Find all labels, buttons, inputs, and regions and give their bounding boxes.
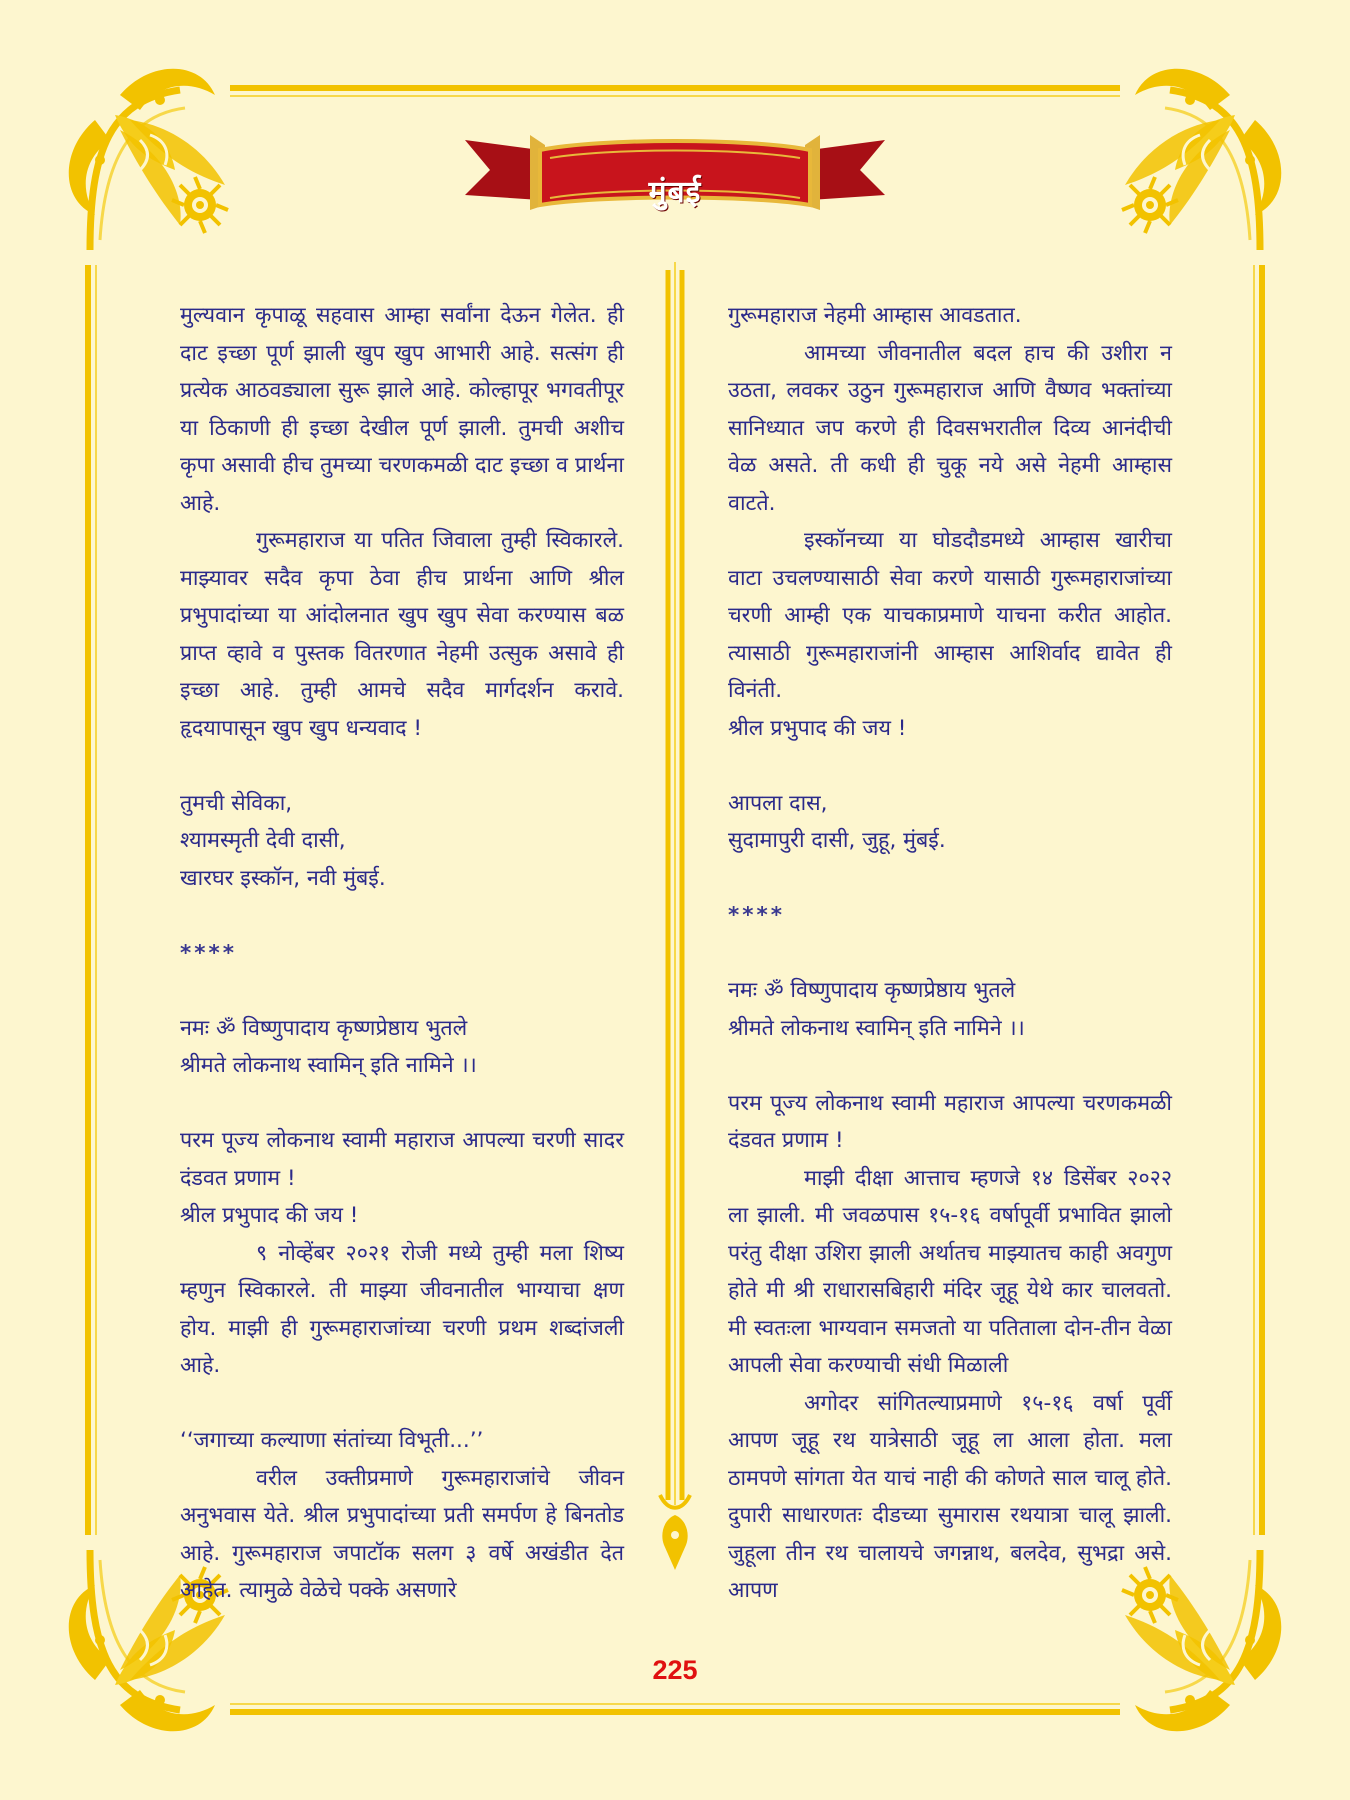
page-number: 225 [652, 1655, 698, 1685]
mantra-line: श्रीमते लोकनाथ स्वामिन् इति नामिने ।। [728, 1015, 1025, 1041]
section-separator: **** [728, 903, 785, 928]
left-column [180, 297, 624, 1610]
letter2-jay: श्रील प्रभुपाद की जय ! [728, 715, 907, 741]
mantra-line: श्रीमते लोकनाथ स्वामिन् इति नामिने ।। [180, 1053, 477, 1078]
letter1-continuation: मुल्यवान कृपाळू सहवास आम्हा सर्वांना देऊन गेलेत. ही दाट इच्छा पूर्ण झाली खुप खुप आभारी आहे. सत्संग ही प्रत्येक आठवड्याला सुरू झाले आहे. कोल्हापूर भगवतीपूर या ठिकाणी ही इच्छा देखील पूर्ण झाली. तुमची अशीच कृपा असावी हीच तुमच्या चरणकमळी दाट इच्छा व प्रार्थना आहे. [180, 303, 624, 516]
column-divider [660, 262, 690, 1570]
letter2-continuation: गुरूमहाराज नेहमी आम्हास आवडतात. [728, 303, 1022, 328]
letter1-signer-place: खारघर इस्कॉन, नवी मुंबई. [180, 865, 386, 891]
letter2-jay: श्रील प्रभुपाद की जय ! [180, 1203, 359, 1228]
letter2-signoff: आपला दास, [728, 790, 828, 816]
letter2-paragraph: इस्कॉनच्या या घोडदौडमध्ये आम्हास खारीचा वाटा उचलण्यासाठी सेवा करणे यासाठी गुरूमहाराजांच्या चरणी आम्ही एक याचकाप्रमाणे याचना करीत आहोत. त्यासाठी गुरूमहाराजांनी आम्हास आशिर्वाद द्यावेत ही विनंती. [728, 528, 1172, 703]
letter2-paragraph: ९ नोव्हेंबर २०२१ रोजी मध्ये तुम्ही मला शिष्य म्हणुन स्विकारले. ती माझ्या जीवनातील भाग्याचा क्षण होय. माझी ही गुरूमहाराजांच्या चरणी प्रथम शब्दांजली आहे. [180, 1240, 624, 1378]
letter2-signer: सुदामापुरी दासी, जुहू, मुंबई. [728, 828, 946, 853]
letter1-signer-name: श्यामस्मृती देवी दासी, [180, 828, 346, 853]
corner-ornament-top-right [1122, 69, 1281, 250]
corner-ornament-top-left [69, 69, 228, 250]
mantra-line: नमः ॐ विष्णुपादाय कृष्णप्रेष्ठाय भुतले [728, 978, 1016, 1003]
letter3-salutation: परम पूज्य लोकनाथ स्वामी महाराज आपल्या चरणकमळी दंडवत प्रणाम ! [728, 1090, 1172, 1153]
section-separator: **** [180, 940, 237, 966]
letter1-paragraph: गुरूमहाराज या पतित जिवाला तुम्ही स्विकारले. माझ्यावर सदैव कृपा ठेवा हीच प्रार्थना आणि श्रील प्रभुपादांच्या या आंदोलनात खुप खुप सेवा करण्यास बळ प्राप्त व्हावे व पुस्तक वितरणात नेहमी उत्सुक असावे ही इच्छा आहे. तुम्ही आमचे सदैव मार्गदर्शन करावे. हृदयापासून खुप खुप धन्यवाद ! [180, 528, 624, 741]
mantra-line: नमः ॐ विष्णुपादाय कृष्णप्रेष्ठाय भुतले [180, 1015, 468, 1041]
letter3-paragraph: अगोदर सांगितल्याप्रमाणे १५-१६ वर्षा पूर्वी आपण जूहू रथ यात्रेसाठी जूहू ला आला होता. मला ठामपणे सांगता येत याचं नाही की कोणते साल चालू होते. दुपारी साधारणतः दीडच्या सुमारास रथयात्रा चालू झाली. जुहूला तीन रथ चालायचे जगन्नाथ, बलदेव, सुभद्रा असे. आपण [728, 1390, 1172, 1603]
right-column [728, 297, 1172, 1610]
letter2-salutation: परम पूज्य लोकनाथ स्वामी महाराज आपल्या चरणी सादर दंडवत प्रणाम ! [180, 1128, 624, 1191]
letter1-signoff: तुमची सेविका, [180, 790, 293, 816]
page-title: मुंबई [648, 175, 702, 210]
letter2-paragraph: वरील उक्तीप्रमाणे गुरूमहाराजांचे जीवन अनुभवास येते. श्रील प्रभुपादांच्या प्रती समर्पण हे बिनतोड आहे. गुरूमहाराज जपाटॉक सलग ३ वर्षे अखंडीत देत आहेत. त्यामुळे वेळेचे पक्के असणारे [180, 1465, 624, 1603]
letter2-quote: ‘‘जगाच्या कल्याणा संतांच्या विभूती...’’ [180, 1428, 484, 1453]
letter2-paragraph: आमच्या जीवनातील बदल हाच की उशीरा न उठता, लवकर उठुन गुरूमहाराज आणि वैष्णव भक्तांच्या सानिध्यात जप करणे ही दिवसभरातील दिव्य आनंदीची वेळ असते. ती कधी ही चुकू नये असे नेहमी आम्हास वाटते. [728, 340, 1172, 516]
letter3-paragraph: माझी दीक्षा आत्ताच म्हणजे १४ डिसेंबर २०२२ ला झाली. मी जवळपास १५-१६ वर्षापूर्वी प्रभावित झालो परंतु दीक्षा उशिरा झाली अर्थातच माझ्यातच काही अवगुण होते मी श्री राधारासबिहारी मंदिर जूहू येथे कार चालवतो. मी स्वतःला भाग्यवान समजतो या पतिताला दोन-तीन वेळा आपली सेवा करण्याची संधी मिळाली [728, 1165, 1172, 1378]
